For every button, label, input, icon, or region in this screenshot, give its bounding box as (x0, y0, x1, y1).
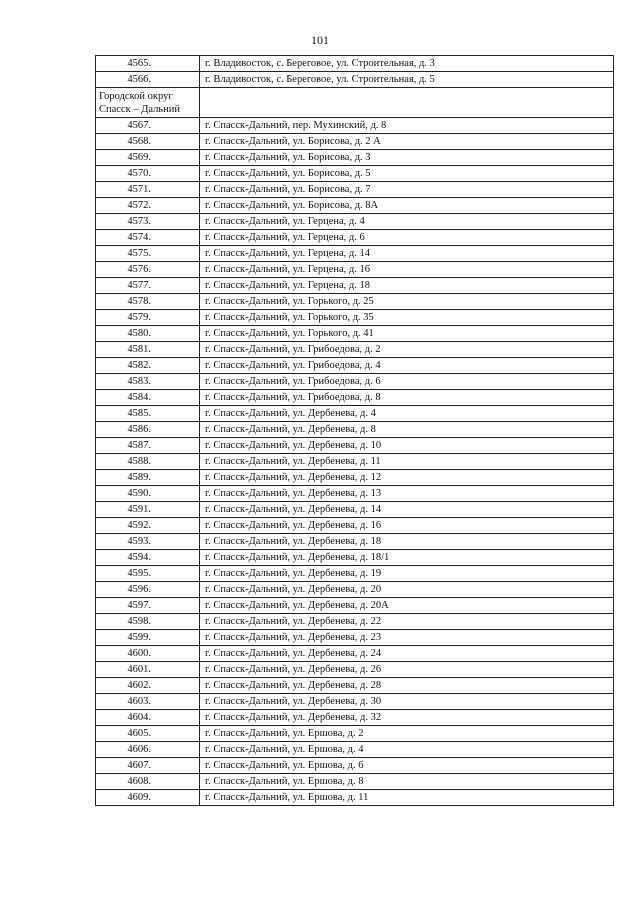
row-address: г. Спасск-Дальний, ул. Грибоедова, д. 4 (200, 358, 614, 374)
row-number: 4576. (96, 262, 200, 278)
row-number: 4566. (96, 72, 200, 88)
row-address: г. Спасск-Дальний, ул. Дербенева, д. 8 (200, 422, 614, 438)
table-row (96, 150, 614, 166)
table-row (96, 310, 614, 326)
row-number: 4599. (96, 630, 200, 646)
row-number: 4596. (96, 582, 200, 598)
row-address: г. Спасск-Дальний, ул. Грибоедова, д. 2 (200, 342, 614, 358)
table-row (96, 742, 614, 758)
table-row (96, 646, 614, 662)
row-number: 4575. (96, 246, 200, 262)
row-address: г. Спасск-Дальний, ул. Герцена, д. 14 (200, 246, 614, 262)
table-row (96, 678, 614, 694)
table-row (96, 582, 614, 598)
row-number: 4585. (96, 406, 200, 422)
row-address: г. Спасск-Дальний, ул. Дербенева, д. 11 (200, 454, 614, 470)
table-row (96, 56, 614, 72)
row-number: 4601. (96, 662, 200, 678)
row-number: 4595. (96, 566, 200, 582)
row-number: 4587. (96, 438, 200, 454)
row-address: г. Владивосток, с. Береговое, ул. Строительная, д. 5 (200, 72, 614, 88)
row-number: 4600. (96, 646, 200, 662)
row-address: г. Спасск-Дальний, ул. Дербенева, д. 19 (200, 566, 614, 582)
table-row (96, 502, 614, 518)
table-row (96, 390, 614, 406)
row-address: г. Спасск-Дальний, ул. Горького, д. 35 (200, 310, 614, 326)
table-row (96, 230, 614, 246)
row-address: г. Спасск-Дальний, ул. Дербенева, д. 22 (200, 614, 614, 630)
row-number: 4604. (96, 710, 200, 726)
table-row (96, 438, 614, 454)
table-row (96, 518, 614, 534)
row-address: г. Спасск-Дальний, ул. Борисова, д. 2 А (200, 134, 614, 150)
row-number: 4590. (96, 486, 200, 502)
table-row (96, 614, 614, 630)
table-row (96, 710, 614, 726)
row-number: 4572. (96, 198, 200, 214)
row-number: 4594. (96, 550, 200, 566)
row-number: 4567. (96, 118, 200, 134)
row-number: 4586. (96, 422, 200, 438)
table-row (96, 246, 614, 262)
table-row (96, 118, 614, 134)
row-address: г. Спасск-Дальний, ул. Дербенева, д. 24 (200, 646, 614, 662)
table-row (96, 694, 614, 710)
row-address: г. Спасск-Дальний, ул. Грибоедова, д. 8 (200, 390, 614, 406)
table-row (96, 358, 614, 374)
row-address: г. Спасск-Дальний, ул. Ершова, д. 6 (200, 758, 614, 774)
group-empty-cell (200, 88, 614, 118)
table-row (96, 182, 614, 198)
row-address: г. Спасск-Дальний, ул. Дербенева, д. 30 (200, 694, 614, 710)
table-row (96, 326, 614, 342)
row-address: г. Спасск-Дальний, ул. Дербенева, д. 26 (200, 662, 614, 678)
row-number: 4571. (96, 182, 200, 198)
row-number: 4569. (96, 150, 200, 166)
row-address: г. Спасск-Дальний, ул. Дербенева, д. 28 (200, 678, 614, 694)
row-address: г. Спасск-Дальний, ул. Дербенева, д. 12 (200, 470, 614, 486)
table-row (96, 662, 614, 678)
row-address: г. Спасск-Дальний, ул. Грибоедова, д. 6 (200, 374, 614, 390)
row-number: 4583. (96, 374, 200, 390)
table-body-spassk (96, 118, 614, 806)
table-row (96, 262, 614, 278)
row-number: 4584. (96, 390, 200, 406)
table-row (96, 294, 614, 310)
row-address: г. Спасск-Дальний, ул. Дербенева, д. 23 (200, 630, 614, 646)
group-label: Городской округ Спасск – Дальний (96, 88, 200, 118)
table-row (96, 374, 614, 390)
row-number: 4606. (96, 742, 200, 758)
row-address: г. Спасск-Дальний, ул. Ершова, д. 4 (200, 742, 614, 758)
row-address: г. Спасск-Дальний, ул. Борисова, д. 8А (200, 198, 614, 214)
row-address: г. Спасск-Дальний, ул. Горького, д. 41 (200, 326, 614, 342)
row-number: 4581. (96, 342, 200, 358)
row-address: г. Спасск-Дальний, ул. Герцена, д. 6 (200, 230, 614, 246)
row-number: 4591. (96, 502, 200, 518)
table-row (96, 278, 614, 294)
row-address: г. Спасск-Дальний, ул. Дербенева, д. 16 (200, 518, 614, 534)
row-number: 4565. (96, 56, 200, 72)
row-number: 4593. (96, 534, 200, 550)
table-row (96, 774, 614, 790)
row-address: г. Спасск-Дальний, ул. Дербенева, д. 10 (200, 438, 614, 454)
row-address: г. Спасск-Дальний, ул. Ершова, д. 8 (200, 774, 614, 790)
row-number: 4598. (96, 614, 200, 630)
row-number: 4582. (96, 358, 200, 374)
row-address: г. Спасск-Дальний, пер. Мухинский, д. 8 (200, 118, 614, 134)
table-row (96, 470, 614, 486)
table-row (96, 422, 614, 438)
row-number: 4588. (96, 454, 200, 470)
address-register-table (95, 55, 614, 806)
table-row (96, 790, 614, 806)
row-address: г. Спасск-Дальний, ул. Герцена, д. 16 (200, 262, 614, 278)
row-address: г. Спасск-Дальний, ул. Борисова, д. 3 (200, 150, 614, 166)
row-number: 4607. (96, 758, 200, 774)
row-number: 4603. (96, 694, 200, 710)
row-address: г. Спасск-Дальний, ул. Дербенева, д. 18 (200, 534, 614, 550)
row-number: 4597. (96, 598, 200, 614)
row-address: г. Спасск-Дальний, ул. Дербенева, д. 20 (200, 582, 614, 598)
table-row (96, 214, 614, 230)
table-body-vladivostok (96, 56, 614, 118)
row-number: 4579. (96, 310, 200, 326)
row-address: г. Спасск-Дальний, ул. Дербенева, д. 32 (200, 710, 614, 726)
page-number: 101 (311, 33, 329, 47)
table-row (96, 550, 614, 566)
row-address: г. Спасск-Дальний, ул. Горького, д. 25 (200, 294, 614, 310)
table-row (96, 342, 614, 358)
table-row (96, 454, 614, 470)
row-number: 4608. (96, 774, 200, 790)
row-number: 4589. (96, 470, 200, 486)
row-number: 4578. (96, 294, 200, 310)
row-address: г. Спасск-Дальний, ул. Ершова, д. 11 (200, 790, 614, 806)
row-number: 4570. (96, 166, 200, 182)
table-row (96, 566, 614, 582)
table-row (96, 406, 614, 422)
row-address: г. Спасск-Дальний, ул. Ершова, д. 2 (200, 726, 614, 742)
row-address: г. Спасск-Дальний, ул. Герцена, д. 18 (200, 278, 614, 294)
table-row (96, 534, 614, 550)
row-number: 4592. (96, 518, 200, 534)
table-row (96, 598, 614, 614)
table-row (96, 72, 614, 88)
row-number: 4602. (96, 678, 200, 694)
row-address: г. Спасск-Дальний, ул. Герцена, д. 4 (200, 214, 614, 230)
table-row (96, 134, 614, 150)
row-number: 4577. (96, 278, 200, 294)
group-header-row (96, 88, 614, 118)
row-address: г. Спасск-Дальний, ул. Дербенева, д. 18/1 (200, 550, 614, 566)
row-number: 4574. (96, 230, 200, 246)
row-address: г. Спасск-Дальний, ул. Дербенева, д. 13 (200, 486, 614, 502)
table-row (96, 758, 614, 774)
table-row (96, 198, 614, 214)
row-number: 4609. (96, 790, 200, 806)
row-address: г. Спасск-Дальний, ул. Дербенева, д. 20А (200, 598, 614, 614)
row-address: г. Спасск-Дальний, ул. Борисова, д. 7 (200, 182, 614, 198)
table-row (96, 486, 614, 502)
row-number: 4580. (96, 326, 200, 342)
row-address: г. Владивосток, с. Береговое, ул. Строительная, д. 3 (200, 56, 614, 72)
table-row (96, 726, 614, 742)
row-address: г. Спасск-Дальний, ул. Дербенева, д. 14 (200, 502, 614, 518)
table-row (96, 630, 614, 646)
row-address: г. Спасск-Дальний, ул. Борисова, д. 5 (200, 166, 614, 182)
row-number: 4568. (96, 134, 200, 150)
table-row (96, 166, 614, 182)
row-number: 4573. (96, 214, 200, 230)
row-address: г. Спасск-Дальний, ул. Дербенева, д. 4 (200, 406, 614, 422)
row-number: 4605. (96, 726, 200, 742)
